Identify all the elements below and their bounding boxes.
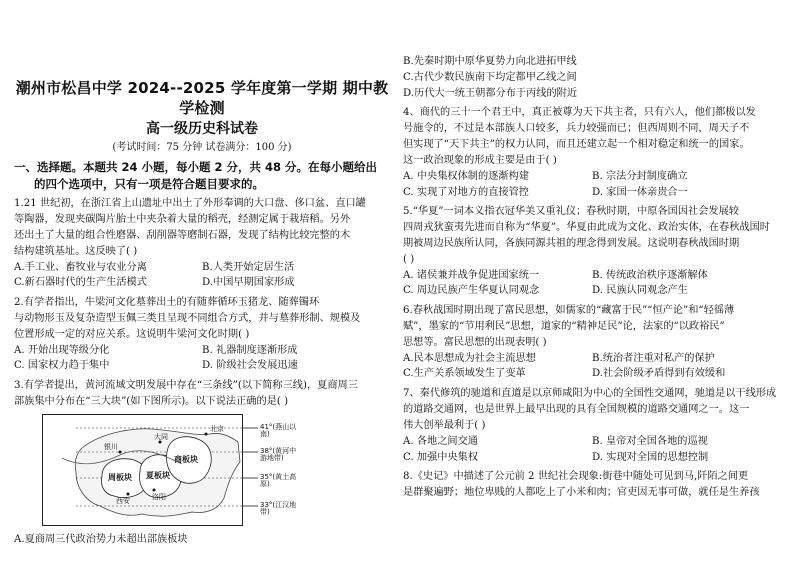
map-block-xia: 夏板块 (146, 470, 170, 480)
question-stem-line: 与动物形玉及复杂造型玉佩三类且呈现不同组合方式，并与墓葬形制、规模及 (14, 313, 361, 325)
map-city-datong: 大同 (154, 432, 168, 441)
option-row (14, 358, 390, 374)
q3-remaining-options (403, 54, 781, 101)
option-row (403, 450, 781, 466)
question-stem-line: 2.有学者指出，牛梁河文化墓葬出土的有随葬循环玉猪龙、随葬镯环 (14, 297, 320, 309)
answer-option: D. 阶级社会发展迅速 (202, 360, 298, 372)
answer-option: D.社会阶级矛盾得到有效缓和 (592, 368, 726, 380)
question-stem-line: 还出土了大量的组合性磨器、刮削器等磨制石器，发现了结构比较完整的木 (14, 229, 351, 241)
right-questions (403, 105, 781, 501)
option-row (403, 283, 781, 299)
question-stem-line: 这一政治现象的形成主要是由于( ) (403, 154, 557, 166)
option-row (14, 275, 390, 291)
answer-option: A. 中央集权体制的逐渐构建 (403, 170, 529, 182)
question-stem-line: 伟大创举最利于( ) (403, 419, 486, 431)
answer-option: B.人类开始定居生活 (202, 261, 295, 273)
question-right-0 (403, 105, 781, 200)
answer-option: B. 宗法分封制度确立 (592, 170, 688, 182)
option-row (403, 169, 781, 185)
map-lat-38: 38°(黄河中游地带) (260, 446, 297, 462)
question-right-1 (403, 204, 781, 299)
question-left-0 (14, 196, 390, 291)
option-row (403, 185, 781, 201)
option-row (14, 343, 390, 359)
question-stem-line: 四周戎狄蛮夷先进而自称为“华夏”。华夏由此成为文化、政治实体，在春秋战国时 (403, 222, 770, 234)
question-stem-line: 4、商代的三十一个君王中，真正被尊为天下共主者，只有六人，他们都极以发 (403, 107, 756, 119)
question-stem-line: 6.春秋战国时期出现了富民思想，如儒家的“藏富于民”“恒产论”和“轻徭薄 (403, 305, 735, 317)
question-right-3 (403, 386, 781, 465)
question-stem-line: 期被周边民族所认同，各族同源共祖的理念得到发展。这说明春秋战国时期 (403, 237, 740, 249)
exam-title-line1: 潮州市松昌中学 2024--2025 学年度第一学期 期中教 (15, 79, 389, 97)
q3-option: B.先秦时期中原华夏势力向北进拓甲线 (403, 56, 577, 67)
answer-option: D.中国早期国家形成 (202, 277, 295, 289)
answer-option: B. 皇帝对全国各地的巡视 (592, 435, 708, 447)
left-questions (14, 196, 390, 410)
option-row (403, 351, 781, 367)
section-heading-line2: 的四个选项中，只有一项是符合题目要求的。 (34, 176, 264, 191)
map-city-beijing: 北京 (210, 424, 224, 433)
question-stem-line: 部族集中分布在“三大块”(如下图所示)。以下说法正确的是( ) (14, 396, 289, 408)
question-stem-line: 的道路交通网，也是世界上最早出现的具有全国规模的道路交通网之一。这一 (403, 404, 750, 416)
question-stem-line: 赋”，墨家的“节用利民”思想，道家的“精神足民”论，法家的“以政裕民” (403, 321, 725, 332)
answer-option: C.生产关系领域发生了变革 (403, 368, 526, 380)
answer-option: C. 实现了对地方的直接管控 (403, 186, 529, 198)
answer-option: C. 周边民族产生华夏认同观念 (403, 285, 540, 297)
map-city-yinchuan: 银川 (104, 442, 118, 451)
answer-option: C.新石器时代的生产生活模式 (14, 277, 147, 289)
question-left-1 (14, 295, 390, 374)
question-stem-line: 1.21 世纪初，在浙江省上山遗址中出土了外形奉调的大口盘、侈口盆、直口罐 (14, 198, 366, 210)
question-stem-line: 号施令的，不过是本部族人口较多，兵力较强而已；但西周则不同，周天子不 (403, 123, 750, 135)
three-blocks-map (42, 414, 300, 526)
question-right-2 (403, 303, 781, 382)
answer-option: D. 民族认同观念产生 (592, 285, 688, 297)
question-stem-line: 7、秦代修筑的驰道和直道是以京师咸阳为中心的全国性交通网，驰道是以干线形成 (403, 388, 777, 400)
exam-subtitle: 高一级历史科试卷 (146, 120, 258, 137)
answer-option: D. 实现对全国的思想控制 (592, 451, 709, 463)
answer-option: A. 各地之间交通 (403, 435, 478, 447)
map-block-zhou: 周板块 (108, 472, 132, 482)
q3-option: C.古代少数民族南下均定都甲乙线之间 (403, 71, 577, 83)
question-stem-line: 8.《史记》中描述了公元前 2 世纪社会现象:街巷中随处可见到马,阡陌之间更 (403, 471, 749, 483)
question-stem-line: 思想等。富民思想的出现表明( ) (403, 336, 547, 348)
map-lat-41: 41°(燕山以南) (260, 422, 297, 438)
exam-title-line2: 学检测 (179, 99, 225, 118)
answer-option: D. 家国一体亲贵合一 (592, 186, 688, 198)
q3-option-a: A.夏商周三代政治势力未超出部族板块 (14, 533, 188, 545)
answer-option: A. 开始出现等级分化 (14, 344, 110, 356)
map-lat-33: 33°(江汉地带) (260, 500, 297, 516)
option-row (14, 260, 390, 276)
q3-option: D.历代大一统王朝都分布于丙线的附近 (403, 87, 578, 99)
question-stem-line: ( ) (403, 253, 415, 265)
question-stem-line: 结构建筑基址。这反映了( ) (14, 245, 138, 257)
answer-option: A.民本思想成为社会主流思想 (403, 352, 536, 364)
exam-info: (考试时间：75 分钟 试卷满分：100 分) (112, 141, 292, 153)
question-stem-line: 5.“华夏”一词本义指衣冠华美又重礼仪；春秋时期，中原各国因社会发展较 (403, 206, 739, 218)
question-stem-line: 但实现了“天下共主”的权力认同，而且还建立起一个相对稳定和统一的国家。 (403, 139, 750, 151)
answer-option: B. 礼器制度逐渐形成 (202, 344, 298, 356)
map-city-luoyang: 洛阳 (152, 492, 166, 501)
map-city-xian: 西安 (116, 496, 130, 505)
answer-option: C. 国家权力趋于集中 (14, 360, 110, 372)
answer-option: C. 加强中央集权 (403, 451, 479, 463)
option-row (403, 366, 781, 382)
map-lat-35: 35°(黄土高原) (260, 472, 297, 488)
option-row (403, 268, 781, 284)
answer-option: B. 传统政治秩序逐渐解体 (592, 269, 708, 281)
map-block-shang: 商板块 (174, 454, 198, 464)
left-column (14, 0, 390, 548)
question-left-2 (14, 378, 390, 410)
answer-option: A. 诸侯兼并战争促进国家统一 (403, 269, 540, 281)
right-column (403, 0, 781, 501)
question-stem-line: 3.有学者提出，黄河流域文明发展中存在“三条线”(以下简称三线)，夏商周三 (14, 380, 358, 392)
answer-option: A.手工业、畜牧业与农业分离 (14, 261, 147, 273)
section-heading-line1: 一、选择题。本题共 24 小题，每小题 2 分，共 48 分。在每小题给出 (14, 160, 378, 174)
answer-option: B.统治者注重对私产的保护 (592, 352, 715, 364)
question-right-4 (403, 469, 781, 501)
question-stem-line: 位置形成一定的对应关系。这说明牛梁河文化时期( ) (14, 328, 250, 340)
option-row (403, 434, 781, 450)
question-stem-line: 是群聚遍野；地位卑贱的人都吃上了小米和肉；官吏因无事可做，就任是生养孩 (403, 487, 760, 499)
question-stem-line: 等陶器，发现夹碳陶片胎土中夹杂着大量的稻壳，经测定属于栽培稻。另外 (14, 214, 351, 226)
